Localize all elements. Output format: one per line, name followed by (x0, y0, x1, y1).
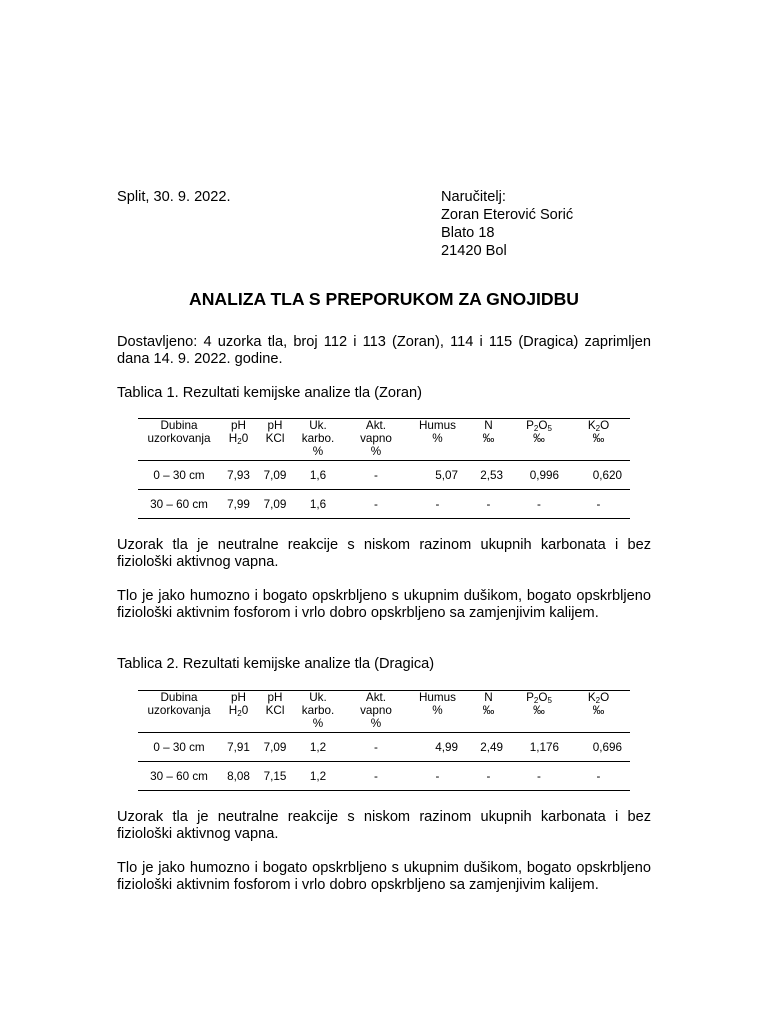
cell-potassium: - (567, 762, 630, 791)
cell-ph-h2o: 8,08 (220, 762, 257, 791)
client-block (441, 189, 573, 261)
cell-ph-kcl: 7,09 (257, 733, 293, 762)
cell-ph-kcl: 7,09 (257, 461, 293, 490)
cell-active-lime: - (343, 490, 409, 519)
col-humus: Humus % (409, 691, 466, 733)
col-nitrogen: N ‰ (466, 691, 511, 733)
cell-depth: 0 – 30 cm (138, 461, 220, 490)
cell-ph-h2o: 7,99 (220, 490, 257, 519)
table-row (138, 733, 630, 762)
cell-nitrogen: - (466, 490, 511, 519)
table1-paragraph-2: Tlo je jako humozno i bogato opskrbljeno s ukupnim dušikom, bogato opskrbljeno fiziološki aktivnim fosforom i vrlo dobro opskrbljeno sa zamjenjivim kalijem. (117, 588, 651, 621)
col-active-lime: Akt. vapno % (343, 691, 409, 733)
cell-active-lime: - (343, 762, 409, 791)
col-nitrogen: N ‰ (466, 419, 511, 461)
client-street: Blato 18 (441, 225, 495, 241)
intro-paragraph: Dostavljeno: 4 uzorka tla, broj 112 i 113 (Zoran), 114 i 115 (Dragica) zaprimljen dana 14. 9. 2022. godine. (117, 334, 651, 367)
cell-carbonates: 1,6 (293, 490, 343, 519)
cell-active-lime: - (343, 461, 409, 490)
cell-ph-h2o: 7,93 (220, 461, 257, 490)
table1-paragraph-1: Uzorak tla je neutralne reakcije s niskom razinom ukupnih karbonata i bez fiziološki aktivnog vapna. (117, 537, 651, 570)
place-date: Split, 30. 9. 2022. (117, 189, 231, 205)
cell-depth: 30 – 60 cm (138, 490, 220, 519)
cell-carbonates: 1,6 (293, 461, 343, 490)
cell-potassium: 0,696 (567, 733, 630, 762)
col-ph-kcl: pH KCl (257, 691, 293, 733)
col-depth: Dubina uzorkovanja (138, 691, 220, 733)
cell-carbonates: 1,2 (293, 762, 343, 791)
table1 (138, 418, 630, 519)
cell-nitrogen: 2,49 (466, 733, 511, 762)
col-ph-h2o: pH $H_20$ (220, 419, 257, 461)
table-row (138, 461, 630, 490)
table-row (138, 490, 630, 519)
cell-humus: 4,99 (409, 733, 466, 762)
table1-header-row (138, 419, 630, 461)
cell-phosphorus: 0,996 (511, 461, 567, 490)
cell-nitrogen: 2,53 (466, 461, 511, 490)
cell-humus: - (409, 762, 466, 791)
table2 (138, 690, 630, 791)
cell-ph-kcl: 7,09 (257, 490, 293, 519)
cell-potassium: 0,620 (567, 461, 630, 490)
table2-caption: Tablica 2. Rezultati kemijske analize tla (Dragica) (117, 656, 435, 672)
table2-paragraph-1: Uzorak tla je neutralne reakcije s niskom razinom ukupnih karbonata i bez fiziološki aktivnog vapna. (117, 809, 651, 842)
cell-phosphorus: - (511, 490, 567, 519)
cell-humus: 5,07 (409, 461, 466, 490)
col-ph-kcl: pH KCl (257, 419, 293, 461)
col-phosphorus: $P_2O_5$ ‰ (511, 691, 567, 733)
cell-nitrogen: - (466, 762, 511, 791)
col-carbonates: Uk. karbo. % (293, 691, 343, 733)
col-humus: Humus % (409, 419, 466, 461)
cell-humus: - (409, 490, 466, 519)
client-label: Naručitelj: (441, 189, 506, 205)
col-depth: Dubina uzorkovanja (138, 419, 220, 461)
col-phosphorus: $P_2O_5$ ‰ (511, 419, 567, 461)
col-ph-h2o: pH $H_20$ (220, 691, 257, 733)
cell-phosphorus: 1,176 (511, 733, 567, 762)
cell-depth: 30 – 60 cm (138, 762, 220, 791)
table1-caption: Tablica 1. Rezultati kemijske analize tla (Zoran) (117, 385, 422, 401)
cell-active-lime: - (343, 733, 409, 762)
cell-depth: 0 – 30 cm (138, 733, 220, 762)
table2-header-row (138, 691, 630, 733)
page-title: ANALIZA TLA S PREPORUKOM ZA GNOJIDBU (189, 289, 579, 309)
client-name: Zoran Eterović Sorić (441, 207, 574, 223)
cell-phosphorus: - (511, 762, 567, 791)
cell-ph-h2o: 7,91 (220, 733, 257, 762)
table-row (138, 762, 630, 791)
col-potassium: $K_2O$ ‰ (567, 419, 630, 461)
cell-ph-kcl: 7,15 (257, 762, 293, 791)
cell-potassium: - (567, 490, 630, 519)
cell-carbonates: 1,2 (293, 733, 343, 762)
col-potassium: $K_2O$ ‰ (567, 691, 630, 733)
col-carbonates: Uk. karbo. % (293, 419, 343, 461)
client-city: 21420 Bol (441, 243, 507, 259)
table2-paragraph-2: Tlo je jako humozno i bogato opskrbljeno s ukupnim dušikom, bogato opskrbljeno fiziološki aktivnim fosforom i vrlo dobro opskrbljeno sa zamjenjivim kalijem. (117, 860, 651, 893)
col-active-lime: Akt. vapno % (343, 419, 409, 461)
